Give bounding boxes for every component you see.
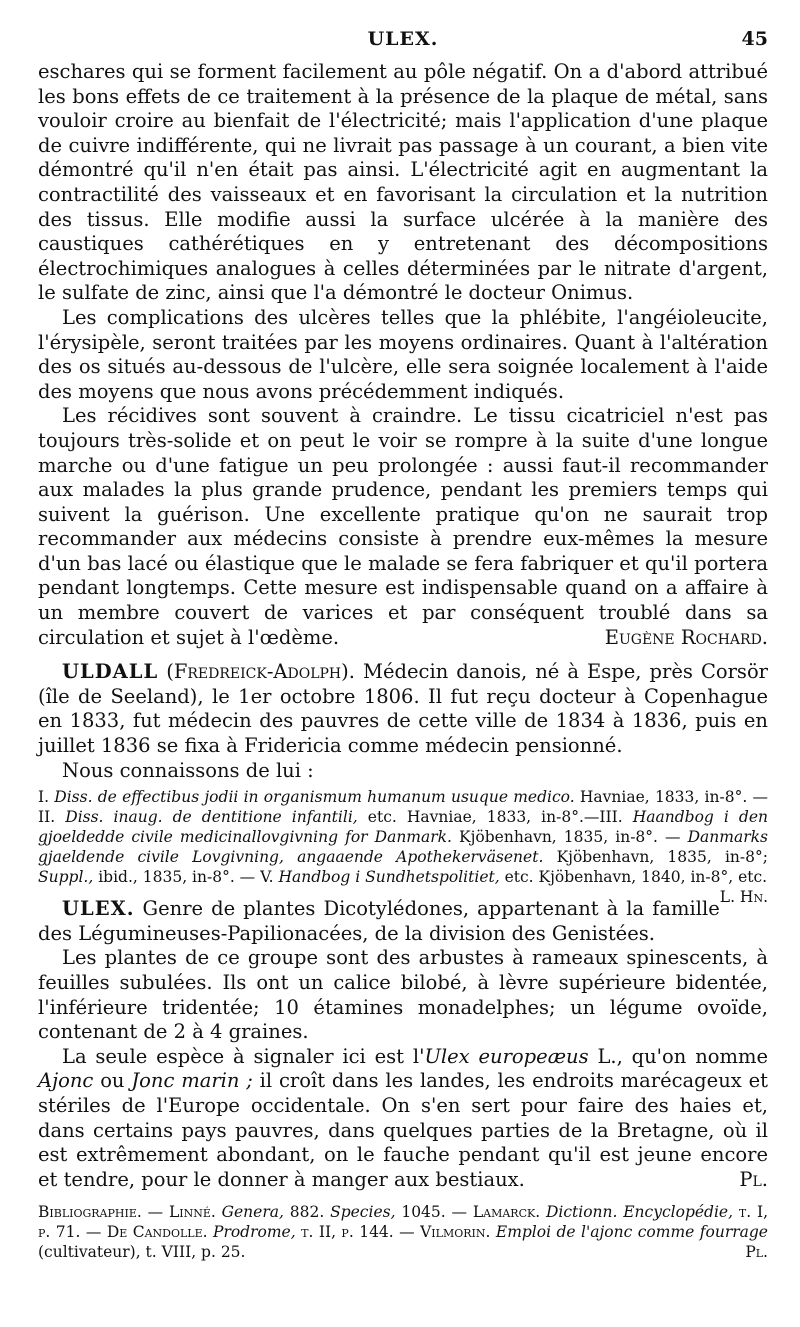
running-header [38, 28, 768, 60]
text: ou [93, 1069, 132, 1093]
page-number: 45 [741, 28, 768, 50]
work-title: Suppl., [38, 868, 94, 887]
headword: ULDALL [62, 660, 159, 684]
common-name: Ajonc [38, 1069, 94, 1093]
work-title: Diss. de effectibus jodii in organismum humanum usuque medico. [54, 788, 575, 807]
author-signature: L. Hn. [719, 888, 768, 907]
works-list [38, 787, 769, 907]
author-signature: Pl. [739, 1167, 768, 1191]
text: La seule espèce à signaler ici est l' [62, 1044, 425, 1068]
paragraph: Les plantes de ce groupe sont des arbustes à rameaux spinescents, à feuilles subulées. Ils ont un calice bilobé, à lèvre supérieure bidentée, l'inférieure tridentée; 10 étamines monadelphes; un légume ovoïde, contenant de 2 à 4 graines. [38, 946, 768, 1044]
work-detail: ibid., 1835, in-8°. — V. [98, 868, 274, 887]
work-detail: etc. Kjöbenhavn, 1840, in-8°, etc. [504, 868, 768, 887]
work-detail: etc. Havniae, 1833, in-8°.—III. [367, 808, 623, 827]
biblio-label: Bibliographie. [38, 1203, 142, 1222]
biblio-detail: t. II, p. 144. — Vilmorin. [301, 1223, 491, 1242]
biblio-title: Species, [330, 1203, 396, 1222]
work-title: Diss. inaug. de dentitione infantili, [65, 808, 358, 827]
biblio-detail: 882. [289, 1203, 325, 1222]
biblio-title: Dictionn. Encyclopédie, [545, 1203, 734, 1222]
paragraph-text: Genre de plantes Dicotylédones, appartenant à la famille des Légumineuses-Papilionacées, de la division des Genistées. [38, 897, 720, 945]
paragraph-text: Les récidives sont souvent à craindre. Le tissu cicatriciel n'est pas toujours très-solide et on peut le voir se rompre à la suite d'une longue marche ou d'une fatigue un peu prolongée : aussi faut-il recommander aux malades la plus grande prudence, pendant les premiers temps qui suivent la guérison. Une excellente pratique qu'on ne saurait trop recommander aux médecins consiste à prendre eux-mêmes la mesure d'un bas lacé ou élastique que le malade se fera fabriquer et qu'il portera pendant longtemps. Cette mesure est indispensable quand on a affaire à un membre couvert de varices et par conséquent troublé dans sa circulation et sujet à l'œdème. [38, 404, 768, 649]
author-signature: Eugène Rochard. [604, 625, 768, 649]
biblio-author: — Linné. [147, 1203, 216, 1222]
common-name: Jonc marin ; [131, 1069, 253, 1093]
paragraph [38, 1045, 768, 1193]
paragraph: Les complications des ulcères telles que la phlébite, l'angéioleucite, l'érysipèle, seront traitées par les moyens ordinaires. Quant à l'altération des os situés au-dessous de l'ulcère, elle sera soignée localement à l'aide des moyens que nous avons précédemment indiqués. [38, 305, 768, 403]
biblio-title: Prodrome, [213, 1223, 296, 1242]
work-detail: Kjöbenhavn, 1835, in-8°; [556, 848, 768, 867]
paragraph [38, 404, 768, 650]
work-detail: Havniae, 1833, in-8°. — II. [38, 788, 769, 827]
work-detail: Kjöbenhavn, 1835, in-8°. — [459, 828, 681, 847]
text: il croît dans les landes, les endroits marécageux et stériles de l'Europe occidentale. On s'en sert pour faire des haies et, dans certains pays pauvres, dans quelques parties de la Bretagne, où il est extrêmement abondant, on le fauche pendant qu'il est jeune encore et tendre, pour le donner à manger aux bestiaux. [38, 1069, 768, 1191]
entry-bio: Médecin danois, né à Espe, près Corsör (île de Seeland), le 1er octobre 1806. Il fut reçu docteur à Copenhague en 1833, fut médecin des pauvres de cette ville de 1834 à 1836, puis en juillet 1836 se fixa à Fridericia comme médecin pensionné. [38, 660, 769, 758]
entry-ulex [38, 897, 768, 946]
works-text: I. Diss. de effectibus jodii in organismum humanum usuque medico. Havniae, 1833, in-8°. — II. Diss. inaug. de dentitione infantili, etc. Havniae, 1833, in-8°.—III. Haandbog i den gjoeldedde civile medicinallovgivning for Danmark. Kjöbenhavn, 1835, in-8°. — Danmarks gjaeldende civile Lovgivning, angaaende Apothekerväsenet. Kjöbenhavn, 1835, in-8°; Suppl., ibid., 1835, in-8°. — V. Handbog i Sundhetspolitiet, etc. Kjöbenhavn, 1840, in-8°, etc. L. Hn. [38, 788, 769, 907]
work-title: Haandbog i den gjoeldedde civile medicinallovgivning for Danmark. [38, 808, 769, 847]
work-title: Handbog i Sundhetspolitiet, [278, 868, 500, 887]
biblio-detail: t. I, p. 71. — De Candolle. [38, 1203, 768, 1242]
works-intro: Nous connaissons de lui : [62, 758, 314, 782]
running-title: ULEX. [367, 28, 439, 50]
work-title: Danmarks gjaeldende civile Lovgivning, angaaende Apothekerväsenet. [38, 828, 768, 867]
entry-uldall [38, 660, 768, 758]
biblio-detail: (cultivateur), t. VIII, p. 25. [38, 1243, 246, 1262]
author-signature: Pl. [745, 1243, 768, 1262]
headword: ULEX. [62, 897, 135, 921]
bibliography [38, 1202, 768, 1262]
biblio-title: Genera, [221, 1203, 284, 1222]
paragraph: eschares qui se forment facilement au pôle négatif. On a d'abord attribué les bons effets de ce traitement à la présence de la plaque de métal, sans vouloir croire au bienfait de l'électricité; mais l'application d'une plaque de cuivre indifférente, qui ne livrait pas passage à un courant, a bien vite démontré qu'il n'en était pas ainsi. L'électricité agit en augmentant la contractilité des vaisseaux et en favorisant la circulation et la nutrition des tissus. Elle modifie aussi la surface ulcérée à la manière des caustiques cathérétiques en y entretenant des décompositions électrochimiques analogues à celles déterminées par le nitrate d'argent, le sulfate de zinc, ainsi que l'a démontré le docteur Onimus. [38, 60, 768, 305]
species-name: Ulex europeæus [424, 1044, 589, 1068]
biblio-title: Emploi de l'ajonc comme fourrage [495, 1223, 768, 1242]
text: L., qu'on nomme [588, 1044, 769, 1068]
biblio-detail: 1045. — Lamarck. [401, 1203, 541, 1222]
entry-name: (Fredreick-Adolph). [166, 660, 355, 684]
